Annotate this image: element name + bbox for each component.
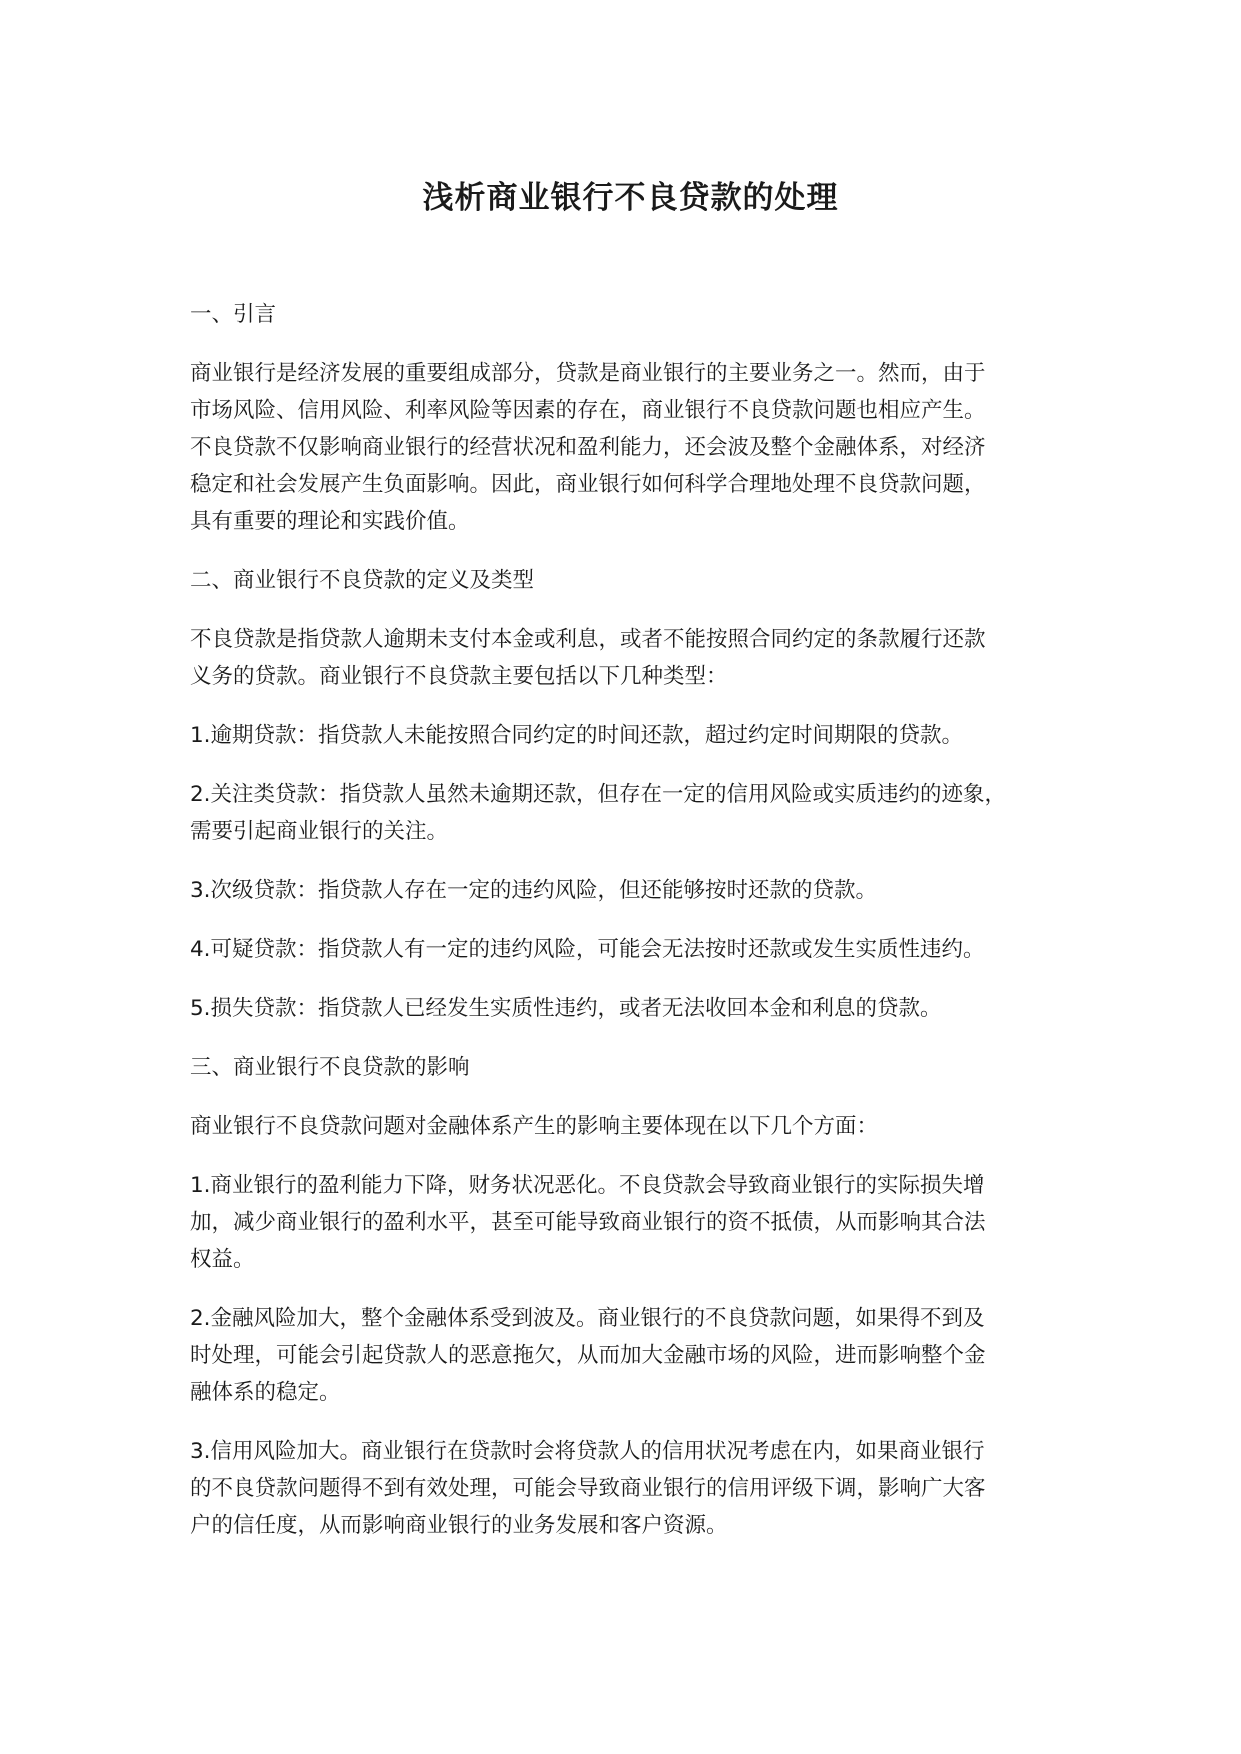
text-line: 5.损失贷款：指贷款人已经发生实质性违约，或者无法收回本金和利息的贷款。 <box>190 996 942 1021</box>
text-line: 2.金融风险加大，整个金融体系受到波及。商业银行的不良贷款问题，如果得不到及 <box>190 1306 985 1331</box>
text-line: 需要引起商业银行的关注。 <box>190 819 449 844</box>
text-line: 稳定和社会发展产生负面影响。因此，商业银行如何科学合理地处理不良贷款问题， <box>190 472 986 497</box>
text-line: 2.关注类贷款：指贷款人虽然未逾期还款，但存在一定的信用风险或实质违约的迹象， <box>190 782 1007 807</box>
paragraph <box>190 872 1081 909</box>
text-line: 1.商业银行的盈利能力下降，财务状况恶化。不良贷款会导致商业银行的实际损失增 <box>190 1173 985 1198</box>
paragraph <box>190 1108 1081 1145</box>
text-line: 时处理，可能会引起贷款人的恶意拖欠，从而加大金融市场的风险，进而影响整个金 <box>190 1343 986 1368</box>
paragraph <box>190 1167 1081 1278</box>
text-line: 二、商业银行不良贷款的定义及类型 <box>190 568 535 593</box>
paragraph <box>190 717 1081 754</box>
paragraph <box>190 621 1081 695</box>
text-line: 不良贷款不仅影响商业银行的经营状况和盈利能力，还会波及整个金融体系，对经济 <box>190 435 986 460</box>
paragraph <box>190 990 1081 1027</box>
text-line: 商业银行是经济发展的重要组成部分，贷款是商业银行的主要业务之一。然而，由于 <box>190 361 986 386</box>
document-title: 浅析商业银行不良贷款的处理 <box>422 180 839 216</box>
text-line: 市场风险、信用风险、利率风险等因素的存在，商业银行不良贷款问题也相应产生。 <box>190 398 986 423</box>
text-line: 3.信用风险加大。商业银行在贷款时会将贷款人的信用状况考虑在内，如果商业银行 <box>190 1439 985 1464</box>
paragraph <box>190 1433 1081 1544</box>
text-line: 一、引言 <box>190 302 277 327</box>
section-heading <box>190 562 1081 599</box>
paragraph <box>190 931 1081 968</box>
text-line: 4.可疑贷款：指贷款人有一定的违约风险，可能会无法按时还款或发生实质性违约。 <box>190 937 985 962</box>
text-line: 户的信任度，从而影响商业银行的业务发展和客户资源。 <box>190 1513 728 1538</box>
text-line: 不良贷款是指贷款人逾期未支付本金或利息，或者不能按照合同约定的条款履行还款 <box>190 627 986 652</box>
section-heading <box>190 1049 1081 1086</box>
document-body <box>190 296 1081 1544</box>
paragraph <box>190 776 1081 850</box>
text-line: 加，减少商业银行的盈利水平，甚至可能导致商业银行的资不抵债，从而影响其合法 <box>190 1210 986 1235</box>
text-line: 具有重要的理论和实践价值。 <box>190 509 470 534</box>
text-line: 商业银行不良贷款问题对金融体系产生的影响主要体现在以下几个方面： <box>190 1114 879 1139</box>
text-line: 权益。 <box>190 1247 255 1272</box>
text-line: 三、商业银行不良贷款的影响 <box>190 1055 470 1080</box>
text-line: 1.逾期贷款：指贷款人未能按照合同约定的时间还款，超过约定时间期限的贷款。 <box>190 723 964 748</box>
text-line: 义务的贷款。商业银行不良贷款主要包括以下几种类型： <box>190 664 728 689</box>
text-line: 的不良贷款问题得不到有效处理，可能会导致商业银行的信用评级下调，影响广大客 <box>190 1476 986 1501</box>
text-line: 融体系的稳定。 <box>190 1380 341 1405</box>
section-heading <box>190 296 1081 333</box>
paragraph <box>190 1300 1081 1411</box>
text-line: 3.次级贷款：指贷款人存在一定的违约风险，但还能够按时还款的贷款。 <box>190 878 878 903</box>
paragraph <box>190 355 1081 540</box>
